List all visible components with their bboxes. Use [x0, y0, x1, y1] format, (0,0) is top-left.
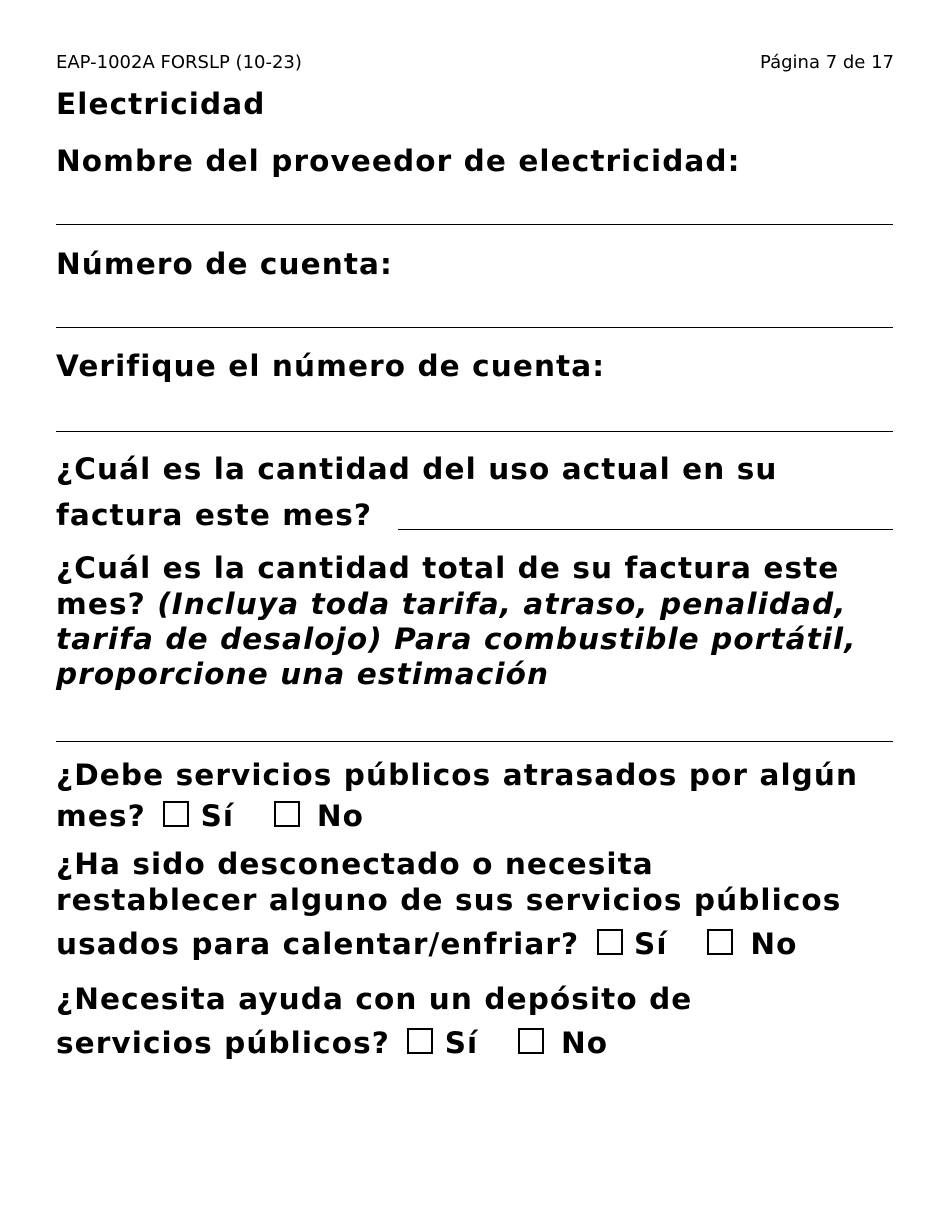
verify-account-label: Verifique el número de cuenta: [56, 349, 606, 383]
disconnected-question-line2: restablecer alguno de sus servicios públicos [56, 883, 842, 917]
total-bill-label-line1: ¿Cuál es la cantidad total de su factura este [56, 551, 840, 585]
total-bill-field[interactable] [56, 741, 893, 742]
disconnected-no-checkbox[interactable] [707, 929, 733, 955]
total-bill-mes: mes? [56, 587, 146, 621]
total-bill-note-line1: (Incluya toda tarifa, atraso, penalidad, [157, 587, 847, 621]
overdue-no-checkbox[interactable] [274, 801, 300, 827]
overdue-yes-checkbox[interactable] [163, 801, 189, 827]
current-usage-label-line2: factura este mes? [56, 498, 373, 532]
overdue-yes-option[interactable] [163, 798, 234, 834]
form-code: EAP-1002A FORSLP (10-23) [56, 52, 302, 73]
provider-name-label: Nombre del proveedor de electricidad: [56, 144, 741, 178]
disconnected-question-text: usados para calentar/enfriar? [56, 927, 580, 961]
overdue-question-line1: ¿Debe servicios públicos atrasados por algún [56, 758, 859, 792]
deposit-question-text: servicios públicos? [56, 1026, 390, 1060]
deposit-no-checkbox[interactable] [518, 1028, 544, 1054]
total-bill-label-line2 [56, 586, 847, 622]
overdue-question-text: mes? [56, 799, 146, 833]
deposit-no-label: No [561, 1026, 609, 1060]
total-bill-note-line2: tarifa de desalojo) Para combustible portátil, [56, 622, 857, 656]
provider-name-field[interactable] [56, 224, 893, 225]
overdue-no-label: No [316, 799, 365, 833]
disconnected-question-line1: ¿Ha sido desconectado o necesita [56, 847, 654, 881]
disconnected-yes-option[interactable] [597, 926, 668, 962]
deposit-no-option[interactable] [518, 1025, 609, 1061]
total-bill-note-line3: proporcione una estimación [56, 657, 550, 691]
overdue-yes-label: Sí [200, 799, 235, 833]
disconnected-no-option[interactable] [707, 926, 798, 962]
page-number: Página 7 de 17 [760, 52, 894, 73]
disconnected-yes-label: Sí [634, 927, 668, 961]
deposit-yes-label: Sí [444, 1026, 479, 1060]
deposit-yes-checkbox[interactable] [407, 1028, 433, 1054]
disconnected-yes-checkbox[interactable] [597, 929, 623, 955]
overdue-no-option[interactable] [274, 798, 365, 834]
account-number-field[interactable] [56, 327, 893, 328]
verify-account-field[interactable] [56, 431, 893, 432]
current-usage-label-line1: ¿Cuál es la cantidad del uso actual en su [56, 452, 778, 486]
deposit-question-line1: ¿Necesita ayuda con un depósito de [56, 982, 693, 1016]
current-usage-field[interactable] [398, 529, 893, 530]
deposit-yes-option[interactable] [407, 1025, 478, 1061]
overdue-question-line2 [56, 798, 364, 834]
disconnected-no-label: No [750, 927, 798, 961]
disconnected-question-line3 [56, 926, 797, 962]
account-number-label: Número de cuenta: [56, 247, 393, 281]
deposit-question-line2 [56, 1025, 608, 1061]
section-title: Electricidad [56, 87, 266, 121]
